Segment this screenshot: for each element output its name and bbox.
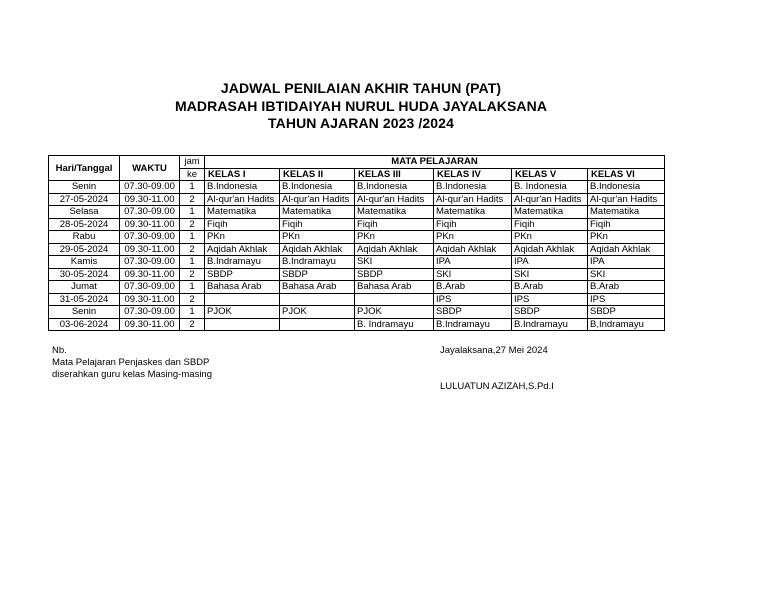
subject-cell: SKI [512, 268, 588, 281]
subject-cell: SKI [588, 268, 665, 281]
subject-cell: Fiqih [355, 218, 434, 231]
subject-cell: Aqidah Akhlak [588, 243, 665, 256]
table-row [49, 231, 665, 244]
day-date: 29-05-2024 [49, 243, 120, 256]
subject-cell [280, 293, 355, 306]
subject-cell: Fiqih [434, 218, 512, 231]
session-number: 1 [180, 206, 205, 219]
time-cell: 07.30-09.00 [120, 231, 180, 244]
subject-cell: B. Indonesia [512, 181, 588, 194]
table-row [49, 306, 665, 319]
subject-cell: Al-qur'an Hadits [205, 193, 280, 206]
time-cell: 07.30-09.00 [120, 181, 180, 194]
day-date: 27-05-2024 [49, 193, 120, 206]
subject-cell: B.Indramayu [205, 256, 280, 269]
subject-cell: Al-qur'an Hadits [588, 193, 665, 206]
time-cell: 07.30-09.00 [120, 256, 180, 269]
subject-cell: B.Indonesia [205, 181, 280, 194]
header-kelas-4: KELAS IV [434, 168, 512, 181]
place-date: Jayalaksana,27 Mei 2024 [440, 345, 548, 356]
session-number: 2 [180, 293, 205, 306]
session-number: 1 [180, 256, 205, 269]
subject-cell: Bahasa Arab [280, 281, 355, 294]
header-kelas-6: KELAS VI [588, 168, 665, 181]
table-row [49, 218, 665, 231]
subject-cell: SBDP [512, 306, 588, 319]
subject-cell: Aqidah Akhlak [280, 243, 355, 256]
header-kelas-1: KELAS I [205, 168, 280, 181]
subject-cell: Aqidah Akhlak [434, 243, 512, 256]
subject-cell: B.Indramayu [280, 256, 355, 269]
day-name: Senin [49, 181, 120, 194]
subject-cell: Al-qur'an Hadits [280, 193, 355, 206]
subject-cell: IPA [588, 256, 665, 269]
table-row [49, 293, 665, 306]
subject-cell: PKn [280, 231, 355, 244]
subject-cell: IPS [434, 293, 512, 306]
academic-year: TAHUN AJARAN 2023 /2024 [268, 115, 454, 131]
day-date: 30-05-2024 [49, 268, 120, 281]
table-row [49, 318, 665, 331]
subject-cell: B.Indramayu [512, 318, 588, 331]
session-number: 1 [180, 181, 205, 194]
subject-cell: B.Indonesia [588, 181, 665, 194]
subject-cell: SBDP [588, 306, 665, 319]
document-title: JADWAL PENILAIAN AKHIR TAHUN (PAT) [220, 80, 502, 96]
subject-cell: SBDP [355, 268, 434, 281]
session-number: 1 [180, 231, 205, 244]
subject-cell: B.Indramayu [434, 318, 512, 331]
day-name: Rabu [49, 231, 120, 244]
time-cell: 07.30-09.00 [120, 281, 180, 294]
session-number: 2 [180, 318, 205, 331]
subject-cell: B.Arab [512, 281, 588, 294]
header-kelas-5: KELAS V [512, 168, 588, 181]
table-row [49, 281, 665, 294]
subject-cell: Bahasa Arab [205, 281, 280, 294]
time-cell: 09.30-11.00 [120, 243, 180, 256]
signer-name: LULUATUN AZIZAH,S.Pd.I [440, 381, 554, 392]
table-row [49, 268, 665, 281]
day-date: 03-06-2024 [49, 318, 120, 331]
header-waktu: WAKTU [120, 156, 180, 181]
time-cell: 09.30-11.00 [120, 218, 180, 231]
time-cell: 09.30-11.00 [120, 193, 180, 206]
subject-cell: PKn [355, 231, 434, 244]
subject-cell: B,Indramayu [588, 318, 665, 331]
subject-cell: B.Indonesia [434, 181, 512, 194]
header-jam: jam [180, 156, 205, 169]
session-number: 1 [180, 306, 205, 319]
exam-schedule-table [48, 155, 665, 331]
header-ke: ke [180, 168, 205, 181]
note-label: Nb. [52, 345, 67, 356]
note-line-1: Mata Pelajaran Penjaskes dan SBDP [52, 357, 210, 368]
session-number: 1 [180, 281, 205, 294]
time-cell: 07.30-09.00 [120, 206, 180, 219]
session-number: 2 [180, 193, 205, 206]
table-row [49, 193, 665, 206]
subject-cell [205, 318, 280, 331]
subject-cell: Bahasa Arab [355, 281, 434, 294]
time-cell: 07.30-09.00 [120, 306, 180, 319]
subject-cell: IPS [588, 293, 665, 306]
subject-cell: B.Indonesia [280, 181, 355, 194]
subject-cell: Al-qur'an Hadits [434, 193, 512, 206]
table-row [49, 206, 665, 219]
subject-cell: B.Indonesia [355, 181, 434, 194]
day-name: Senin [49, 306, 120, 319]
subject-cell: PKn [512, 231, 588, 244]
subject-cell [205, 293, 280, 306]
subject-cell: B.Arab [434, 281, 512, 294]
header-mata-pelajaran: MATA PELAJARAN [205, 156, 665, 169]
day-date: 31-05-2024 [49, 293, 120, 306]
subject-cell: B. Indramayu [355, 318, 434, 331]
subject-cell [355, 293, 434, 306]
session-number: 2 [180, 268, 205, 281]
header-kelas-2: KELAS II [280, 168, 355, 181]
subject-cell: SKI [355, 256, 434, 269]
subject-cell: Al-qur'an Hadits [355, 193, 434, 206]
subject-cell: Matematika [355, 206, 434, 219]
time-cell: 09.30-11.00 [120, 293, 180, 306]
subject-cell: SBDP [434, 306, 512, 319]
table-row [49, 243, 665, 256]
subject-cell: Fiqih [512, 218, 588, 231]
subject-cell: Fiqih [280, 218, 355, 231]
session-number: 2 [180, 243, 205, 256]
subject-cell: Matematika [205, 206, 280, 219]
subject-cell: B.Arab [588, 281, 665, 294]
subject-cell: PKn [588, 231, 665, 244]
table-row [49, 181, 665, 194]
subject-cell: PJOK [280, 306, 355, 319]
day-name: Kamis [49, 256, 120, 269]
subject-cell: Aqidah Akhlak [355, 243, 434, 256]
day-date: 28-05-2024 [49, 218, 120, 231]
subject-cell: Aqidah Akhlak [512, 243, 588, 256]
subject-cell: PJOK [205, 306, 280, 319]
subject-cell: PJOK [355, 306, 434, 319]
table-row [49, 256, 665, 269]
subject-cell: Matematika [588, 206, 665, 219]
session-number: 2 [180, 218, 205, 231]
subject-cell: SBDP [280, 268, 355, 281]
subject-cell: SKI [434, 268, 512, 281]
subject-cell: Fiqih [588, 218, 665, 231]
subject-cell: Aqidah Akhlak [205, 243, 280, 256]
subject-cell: IPS [512, 293, 588, 306]
subject-cell: Matematika [512, 206, 588, 219]
school-name: MADRASAH IBTIDAIYAH NURUL HUDA JAYALAKSANA [174, 98, 548, 114]
time-cell: 09.30-11.00 [120, 318, 180, 331]
day-name: Jumat [49, 281, 120, 294]
subject-cell: Al-qur'an Hadits [512, 193, 588, 206]
time-cell: 09.30-11.00 [120, 268, 180, 281]
subject-cell: PKn [205, 231, 280, 244]
subject-cell: Matematika [280, 206, 355, 219]
header-hari-tanggal: Hari/Tanggal [49, 156, 120, 181]
header-kelas-3: KELAS III [355, 168, 434, 181]
note-line-2: diserahkan guru kelas Masing-masing [52, 369, 212, 380]
day-name: Selasa [49, 206, 120, 219]
subject-cell: PKn [434, 231, 512, 244]
subject-cell: Fiqih [205, 218, 280, 231]
subject-cell: SBDP [205, 268, 280, 281]
subject-cell: Matematika [434, 206, 512, 219]
subject-cell: IPA [512, 256, 588, 269]
subject-cell [280, 318, 355, 331]
subject-cell: IPA [434, 256, 512, 269]
